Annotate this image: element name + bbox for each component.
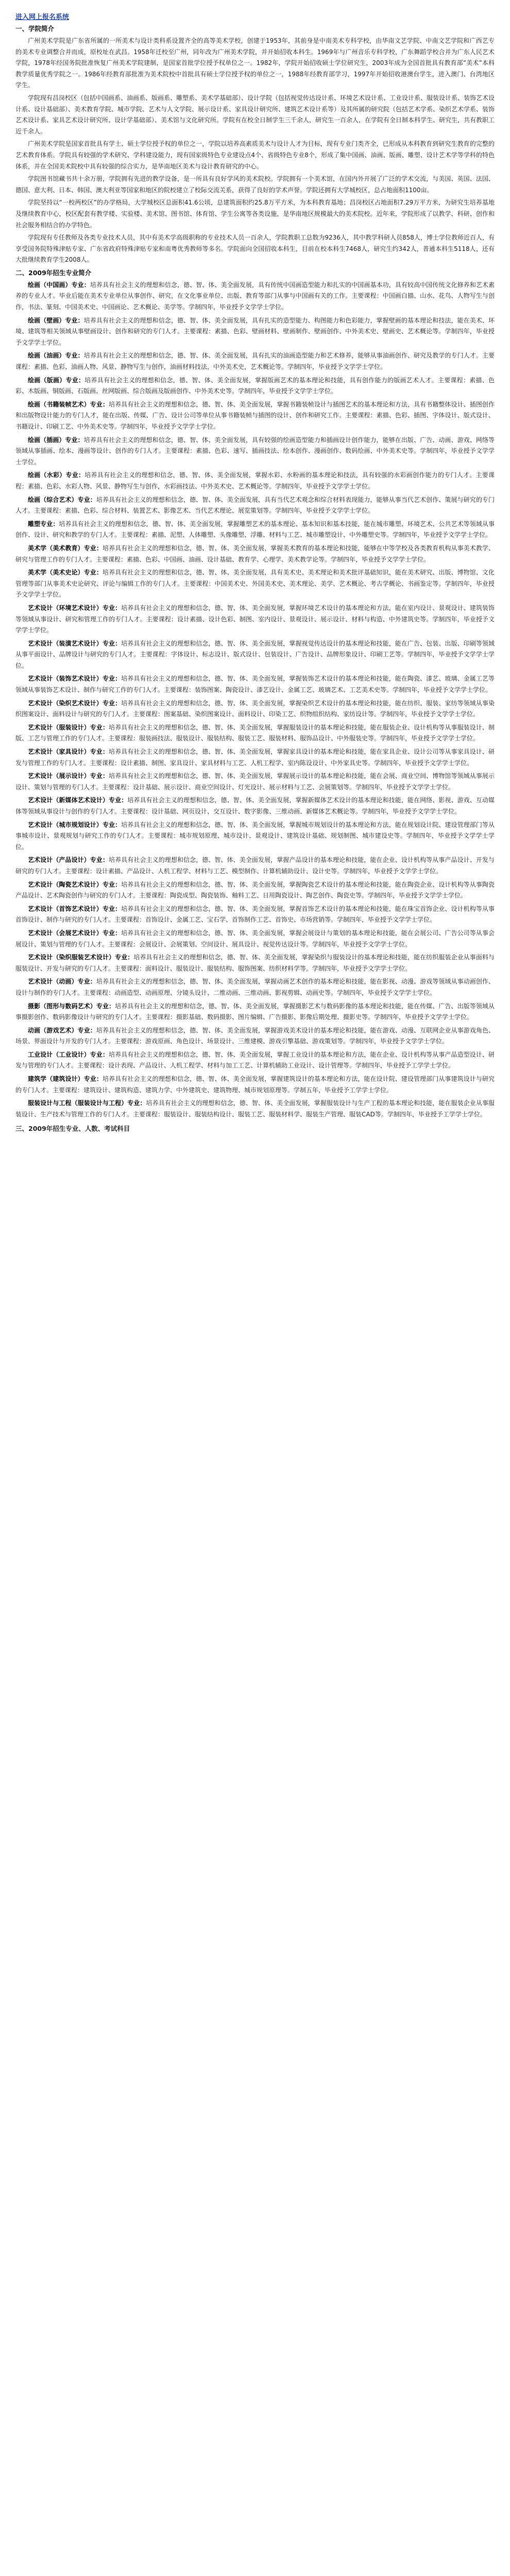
major-name: 美术学（美术教育）专业： (28, 544, 103, 552)
major-entry (15, 952, 495, 974)
major-entry (15, 795, 495, 817)
major-name: 绘画（插画）专业： (28, 436, 84, 444)
major-description: 培养具有社会主义的理想和信念，德、智、体、美全面发展，具有较强的绘画造型能力和插画设计创作能力，能够在出版、广告、动画、游戏、网络等领域从事插画、绘本、漫画等设计、创作的专门人才。主要课程：素描、色彩、速写、插画技法、绘本创作、漫画创作、数码绘画、中外美术史等。学制四年，毕业授予文学学士学位。 (15, 436, 495, 466)
intro-paragraph: 广州美术学院是广东省所属的一所美术与设计类科系设置齐全的高等美术学校，创建于1953年，其前身是中南美术专科学校，由华南文艺学院、中南文艺学院和广西艺专的美术专业调整合并而成，原校址在武昌。1958年迁校至广州，同年改为广州美术学院，并开始招收本科生。1969年与广州音乐专科学校，广东舞蹈学校合并为广东人民艺术学院，1978年经国务院批准恢复广州美术学院建制，是国家首批学位授予权单位之一。1982年，学院开始招收硕士学位研究生，2003年成为全国首批具有教育部“美术”本科教学质量优秀学院之一。1986年经教育部批准为美术院校中首批具有硕士学位授予权的单位之一，1988年经教育部学习，1997年开始招收港澳台学生，进入澳门、台湾地区学生。 (15, 37, 495, 89)
major-entry (15, 280, 495, 313)
major-entry (15, 638, 495, 672)
major-name: 艺术设计（染织服装艺术设计）专业： (28, 954, 134, 961)
online-registration-link[interactable]: 进入网上报名系统 (15, 13, 70, 21)
section-enrollment-title: 三、2009年招生专业、人数、考试科目 (15, 1125, 130, 1133)
major-entry (15, 543, 495, 565)
major-entry (15, 747, 495, 769)
major-description: 培养具有社会主义的理想和信念，德、智、体、美全面发展，掌握建筑设计的基本理论和方法，能在设计院、建设管理部门从事建筑设计与研究的专门人才。主要课程：建筑设计、建筑构造、建筑力学、中外建筑史、建筑物理、城市规划原理等。学制五年，毕业授予工学学士学位。 (15, 1075, 495, 1094)
major-name: 艺术设计（装饰艺术设计）专业： (28, 675, 122, 683)
major-entry (15, 722, 495, 744)
major-description: 培养具有社会主义的理想和信念，德、智、体、美全面发展，掌握陶瓷艺术设计的基本理论和技能，能在陶瓷企业、设计机构等从事陶瓷产品设计、艺术陶瓷创作与研究的专门人才。主要课程：陶瓷成型、陶瓷装饰、釉料工艺、日用陶瓷设计、陶艺创作、陶瓷史等。学制四年，毕业授予文学学士学位。 (15, 880, 495, 900)
major-description: 培养具有社会主义的理想和信念，德、智、体、美全面发展，掌握工业设计的基本理论和方法，能在企业、设计机构等从事产品造型设计、研发与管理的专门人才。主要课程：设计表现、产品设计、人机工程学、材料与加工工艺、计算机辅助工业设计、设计管理等。学制四年，毕业授予工学学士学位。 (15, 1050, 495, 1070)
major-name: 美术学（美术史论）专业： (28, 569, 103, 577)
section-majors-title: 二、2009年招生专业简介 (15, 268, 92, 277)
intro-paragraph: 广州美术学院是国家首批具有学士、硕士学位授予权的单位之一，学院以培养高素质美术与设计人才为目标，现有专业门类齐全，已形成从本科教育到研究生教育的完整的艺术教育体系。学院具有较强的学术研究、学科建设能力，现有国家级特色专业建设点4个、省级特色专业8个，形成了集中国画、油画、版画、雕塑、设计艺术学等学科的特色体系，并在全国美术院校中具有较强的综合实力，是华南地区美术与设计教育研究的中心。 (15, 140, 495, 170)
major-description: 培养具有社会主义的理想和信念，德、智、体、美全面发展，掌握雕塑艺术的基本理论、基本知识和基本技能，能在城市雕塑、环境艺术、公共艺术等领域从事创作、设计、研究和教学的专门人才。主要课程：素描、泥塑、人体雕塑、头像雕塑、浮雕、材料与工艺、城市雕塑设计、中外雕塑史等。学制四年，毕业授予文学学士学位。 (15, 520, 495, 539)
major-entry (15, 976, 495, 998)
major-description: 培养具有社会主义的理想和信念，德、智、体、美全面发展，具有美术史、美术理论和美术批评基础知识，能在美术研究、出版、博物馆、文化管理等部门从事美术史论研究、评论与编辑工作的专门人才。主要课程：中国美术史、外国美术史、美术理论、美学、艺术概论、考古学概论、书画鉴定等。学制四年，毕业授予文学学士学位。 (15, 569, 495, 599)
major-name: 服装设计与工程（服装设计与工程）专业： (28, 1099, 146, 1107)
major-name: 绘画（综合艺术）专业： (28, 496, 96, 503)
major-description: 培养具有社会主义的理想和信念，德、智、体、美全面发展，掌握产品设计的基本理论和技能，能在企业、设计机构等从事产品设计、开发与研究的专门人才。主要课程：设计素描、产品设计、人机工程学、材料与工艺、模型制作、计算机辅助设计、设计史等。学制四年，毕业授予文学学士学位。 (15, 856, 495, 875)
major-entry (15, 1025, 495, 1047)
major-name: 艺术设计（展示设计）专业： (28, 772, 109, 780)
major-name: 建筑学（建筑设计）专业： (28, 1075, 103, 1083)
major-name: 艺术设计（装潢艺术设计）专业： (28, 639, 122, 647)
major-entry (15, 904, 495, 926)
major-description: 培养具有社会主义的理想和信念，德、智、体、美全面发展，掌握服装设计的基本理论和技能，能在服装企业、设计机构等从事服装设计、制版、工艺与管理工作的专门人才。主要课程：服装画技法、服装设计、服装结构、服装工艺、服装材料、服饰品设计、中外服装史等。学制四年，毕业授予文学学士学位。 (15, 723, 495, 742)
section-college-intro-title: 一、学院简介 (15, 25, 55, 32)
major-description: 培养具有社会主义的理想和信念，德、智、体、美全面发展，掌握水彩、水粉画的基本理论和技法，具有较强的水彩画创作能力的专门人才。主要课程：素描、色彩、水彩人物、风景、静物写生与创作，水彩画技法、中外美术史、艺术概论等。学制四年，毕业授予文学学士学位。 (15, 471, 495, 490)
major-name: 动画（游戏艺术）专业： (28, 1026, 96, 1034)
major-entry (15, 435, 495, 468)
major-description: 培养具有社会主义的理想和信念，德、智、体、美全面发展，掌握书籍装帧设计与插图艺术的基本理论和方法，具有书籍整体设计、插图创作和出版物设计能力的专门人才，能在出版、传媒、广告、设计公司等单位从事书籍装帧与插图的设计、创作和研究工作。主要课程：素描、色彩、插图、字体设计、版式设计、书籍设计、印刷工艺、中外美术史等。学制四年，毕业授予文学学士学位。 (15, 400, 495, 430)
major-entry (15, 820, 495, 853)
major-name: 艺术设计（家具设计）专业： (28, 748, 109, 756)
major-description: 培养具有社会主义的理想和信念，德、智、体、美全面发展，掌握美术教育的基本理论和技能，能够在中等学校及各类教育机构从事美术教学、研究与管理工作的专门人才。主要课程：素描、色彩、中国画、油画、设计基础、教育学、心理学、美术教学论等。学制四年，毕业授予文学学士学位。 (15, 544, 495, 563)
major-entry (15, 375, 495, 397)
major-entry (15, 519, 495, 541)
major-entry (15, 771, 495, 793)
major-entry (15, 603, 495, 636)
intro-paragraph: 学院现有昌岗校区（包括中国画系、油画系、版画系、雕塑系、美术学基础部）、设计学院（包括视觉传达设计系、环境艺术设计系、工业设计系、服装设计系、装饰艺术设计系、设计基础部）、美术教育学院、城市学院、艺术与人文学院、展示设计系、家具设计研究所、建筑艺术设计系等）及其所属的研究院（包括艺术学系、染织艺术学系、装饰艺术设计系、家具艺术设计研究所、设计学基础部）、美术馆与文化研究所。学院有在校全日制学生三千余人，研究生一百余人，在学院有全日制本科学生、研究生，共有教职工近千余人。 (15, 94, 495, 135)
major-entry (15, 495, 495, 517)
major-description: 培养具有社会主义的理想和信念，德、智、体、美全面发展，具有扎实的油画造型能力和艺术修养，能够从事油画创作、研究及教学的专门人才。主要课程：素描、色彩、油画人物、风景、静物写生与创作，油画材料技法，中外美术史，艺术概论等。学制四年，毕业授予文学学士学位。 (15, 352, 495, 371)
major-description: 培养具有社会主义的理想和信念，德、智、体、美全面发展，具有扎实的造型能力、构图能力和色彩能力，掌握壁画的基本理论和技法，能在美术、环境、建筑等相关领域从事壁画设计、创作和研究的专门人才。主要课程：素描、色彩、壁画材料、壁画制作、壁画创作、中外美术史、壁画史、艺术概论等。学制四年，毕业授予文学学士学位。 (15, 316, 495, 346)
major-description: 培养具有社会主义的理想和信念，德、智、体、美全面发展，掌握装饰艺术设计的基本理论和技能，能在陶瓷、漆艺、玻璃、金属工艺等领域从事装饰艺术设计、制作与研究工作的专门人才。主要课程：装饰图案、陶瓷设计、漆艺设计、金属工艺、玻璃艺术、工艺美术史等。学制四年，毕业授予文学学士学位。 (15, 675, 495, 694)
major-entry (15, 315, 495, 349)
major-name: 工业设计（工业设计）专业： (28, 1050, 109, 1058)
major-entry (15, 673, 495, 696)
major-name: 绘画（书籍装帧艺术）专业： (28, 400, 109, 408)
intro-paragraph: 学院坚持以“一校两校区”的办学格局，大学城校区总面积41.6公顷，总建筑面积约25.8万平方米，为本科教育基地；昌岗校区占地面积7.29万平方米，为研究生培养基地及继续教育中心，校区配套有教学楼、实验楼、美术馆、图书馆、体育馆、学生公寓等各类设施，是华南地区规模最大的美术院校。近年来，学院形成了以教学、科研、创作和社会服务相结合的办学特色。 (15, 199, 495, 229)
major-name: 摄影（图形与数码艺术）专业： (28, 1002, 115, 1010)
major-description: 培养具有社会主义的理想和信念，德、智、体、美全面发展，掌握首饰艺术设计的基本理论和技能，能在珠宝首饰企业、设计机构等从事首饰设计、制作与研究的专门人才。主要课程：首饰设计、金属工艺、宝石学、首饰制作工艺、首饰史、市场营销等。学制四年，毕业授予文学学士学位。 (15, 905, 495, 924)
major-description: 培养具有社会主义的理想和信念，德、智、体、美全面发展，掌握城市规划设计的基本理论和方法，能在规划设计院、建设管理部门等从事城市设计、景观规划与研究工作的专门人才。主要课程：城市规划原理、城市设计、景观设计、建筑设计基础、规划制图、城市建设史等。学制四年，毕业授予文学学士学位。 (15, 821, 495, 851)
major-entry (15, 928, 495, 950)
major-description: 培养具有社会主义的理想和信念，德、智、体、美全面发展，具有当代艺术观念和综合材料表现能力，能够从事当代艺术创作、策展与研究的专门人才。主要课程：素描、色彩、综合材料、装置艺术、影像艺术、当代艺术理论、展览策划等。学制四年，毕业授予文学学士学位。 (15, 496, 495, 515)
major-entry (15, 470, 495, 492)
major-entry (15, 1049, 495, 1072)
intro-paragraph: 学院现有专任教师及各类专业技术人员，其中有美术学高级职称的专业技术人员一百余人，学院教职工总数为9236人，其中教学科研人员858人，博士学位教师近百人，有享受国务院特殊津贴专家、广东省政府特殊津贴专家和南粤优秀教师等多名。学院面向全国招收本科生，目前在校本科生7468人，研究生约342人，普通本科生5118人，还有大批继续教育学生2008人。 (15, 234, 495, 264)
major-description: 培养具有社会主义的理想和信念，德、智、体、美全面发展，掌握游戏美术设计的基本理论和技能，能在游戏、动漫、互联网企业从事游戏角色、场景、界面设计与开发的专门人才。主要课程：游戏原画、角色设计、场景设计、三维建模、游戏引擎基础、游戏策划等。学制四年，毕业授予文学学士学位。 (15, 1026, 495, 1045)
intro-paragraph: 学院图书馆藏书共十余万册，学院拥有先进的教学设备，是一所具有良好学风的美术院校。学院拥有一个美术馆，在国内外开展了广泛的学术交流，与美国、英国、法国、德国、意大利、日本、韩国、澳大利亚等国家和地区的院校建立了校际交流关系，获得了良好的学术声誉。学院还拥有大学城校区，总占地面积1100亩。 (15, 175, 495, 194)
major-entry (15, 1098, 495, 1120)
major-description: 培养具有社会主义的理想和信念，德、智、体、美全面发展，掌握染织艺术设计的基本理论和技能，能在纺织、服装、家纺等领域从事染织图案设计、面料设计与研究的专门人才。主要课程：图案基础、染织图案设计、面料设计、印染工艺、织物组织结构、家纺设计等。学制四年，毕业授予文学学士学位。 (15, 699, 495, 718)
major-entry (15, 399, 495, 433)
major-name: 绘画（版画）专业： (28, 376, 85, 384)
major-entry (15, 1001, 495, 1023)
major-name: 艺术设计（陶瓷艺术设计）专业： (28, 880, 122, 888)
majors-list (15, 280, 495, 1121)
major-name: 艺术设计（新媒体艺术设计）专业： (28, 796, 128, 804)
major-description: 培养具有社会主义的理想和信念，德、智、体、美全面发展，掌握展示设计的基本理论和技能，能在会展、商业空间、博物馆等领域从事展示设计、策划与管理的专门人才。主要课程：设计基础、展示设计、商业空间设计、灯光设计、展示材料与工艺、会展策划等。学制四年，毕业授予文学学士学位。 (15, 772, 495, 791)
major-entry (15, 698, 495, 720)
major-name: 绘画（壁画）专业： (28, 316, 84, 324)
major-name: 艺术设计（首饰艺术设计）专业： (28, 905, 122, 912)
major-name: 艺术设计（服装设计）专业： (28, 723, 109, 731)
major-name: 绘画（水彩）专业： (28, 471, 85, 479)
major-name: 艺术设计（动画）专业： (28, 978, 96, 986)
college-intro-body (15, 36, 495, 266)
major-description: 培养具有社会主义的理想和信念，德、智、体、美全面发展，掌握会展设计与策划的基本理论和技能，能在会展公司、广告公司等从事会展设计、策划与管理的专门人才。主要课程：会展设计、会展策划、空间设计、展具设计、视觉传达设计等。学制四年，毕业授予文学学士学位。 (15, 929, 495, 948)
major-description: 培养具有社会主义的理想和信念，德、智、体、美全面发展，掌握动画艺术创作的基本理论和技能，能在影视、动漫、游戏等领域从事动画创作、设计与制作的专门人才。主要课程：动画造型、动画原理、分镜头设计、二维动画、三维动画、影视剪辑、动画史等。学制四年，毕业授予文学学士学位。 (15, 978, 495, 996)
major-entry (15, 567, 495, 601)
major-entry (15, 1074, 495, 1096)
major-entry (15, 879, 495, 902)
major-name: 雕塑专业： (28, 520, 59, 528)
major-description: 培养具有社会主义的理想和信念，德、智、体、美全面发展，掌握家具设计的基本理论和技能，能在家具企业、设计公司等从事家具设计、研发与管理工作的专门人才。主要课程：设计素描、制图、家具设计、家具材料与工艺、人机工程学、室内陈设设计、中外家具史等。学制四年，毕业授予文学学士学位。 (15, 748, 495, 767)
major-description: 培养具有社会主义的理想和信念，德、智、体、美全面发展，掌握视觉传达设计的基本理论和技能，能在广告、包装、出版、印刷等领域从事平面设计、品牌设计与研究的专门人才。主要课程：字体设计、标志设计、版式设计、包装设计、广告设计、品牌形象设计、印刷工艺等。学制四年，毕业授予文学学士学位。 (15, 639, 495, 669)
major-name: 绘画（油画）专业： (28, 352, 84, 360)
major-name: 绘画（中国画）专业： (28, 281, 90, 289)
major-description: 培养具有社会主义的理想和信念，德、智、体、美全面发展，掌握染织与服装设计的基本理论和技能，能在纺织服装企业从事面料与服装设计、开发与研究的专门人才。主要课程：面料设计、服装设计、服装结构、服饰图案、纺织材料学等。学制四年，毕业授予文学学士学位。 (15, 954, 495, 972)
major-description: 培养具有社会主义的理想和信念，德、智、体、美全面发展，具有传统中国画造型能力和扎实的中国画基本功，具有较高中国传统文化修养和艺术素养的专业人才。毕业后能在美术专业单位从事创作、研究，在文化事业单位、出版、教育等部门从事与中国画有关的工作。主要课程：中国画白描、山水、花鸟、人物写生与创作，书法、篆刻、中国美术史、中国画论、艺术概论、美学等。学制四年，毕业授予文学学士学位。 (15, 281, 495, 311)
major-description: 培养具有社会主义的理想和信念，德、智、体、美全面发展，掌握摄影艺术与数码影像的基本理论和技能，能在传媒、广告、出版等领域从事摄影创作、数码影像设计与研究的专门人才。主要课程：摄影基础、数码摄影、图片编辑、广告摄影、影像后期处理、摄影史等。学制四年，毕业授予文学学士学位。 (15, 1002, 495, 1021)
major-entry (15, 350, 495, 372)
major-description: 培养具有社会主义的理想和信念，德、智、体、美全面发展，掌握环境艺术设计的基本理论和方法，能在室内设计、景观设计、建筑装饰等领域从事设计、研究和管理工作的专门人才。主要课程：设计素描、设计色彩、制图、室内设计、景观设计、展示设计、材料与构造、中外建筑史等。学制四年，毕业授予文学学士学位。 (15, 604, 495, 634)
major-description: 培养具有社会主义的理想和信念，德、智、体、美全面发展，掌握服装设计与生产工程的基本理论和技能，能在服装企业从事服装设计、生产技术与管理工作的专门人才。主要课程：服装设计、服装结构设计、服装工艺、服装材料学、服装生产管理、服装CAD等。学制四年，毕业授予工学学士学位。 (15, 1099, 495, 1118)
major-description: 培养具有社会主义的理想和信念，德、智、体、美全面发展，掌握版画艺术的基本理论和技能，具有创作能力的版画艺术人才。主要课程：素描、色彩、木版画、铜版画、石版画、丝网版画、综合版画及版画创作、中外美术史等。学制四年，毕业授予文学学士学位。 (15, 376, 495, 395)
major-name: 艺术设计（环境艺术设计）专业： (28, 604, 122, 612)
major-entry (15, 855, 495, 877)
major-description: 培养具有社会主义的理想和信念，德、智、体、美全面发展，掌握新媒体艺术设计的基本理论和技能，能在网络、影视、游戏、互动媒体等领域从事设计与创作的专门人才。主要课程：设计基础、网页设计、交互设计、数字影像、三维动画、新媒体艺术概论等。学制四年，毕业授予文学学士学位。 (15, 796, 495, 815)
major-name: 艺术设计（会展艺术设计）专业： (28, 929, 122, 937)
major-name: 艺术设计（城市规划设计）专业： (28, 821, 122, 828)
major-name: 艺术设计（染织艺术设计）专业： (28, 699, 122, 707)
major-name: 艺术设计（产品设计）专业： (28, 856, 109, 864)
